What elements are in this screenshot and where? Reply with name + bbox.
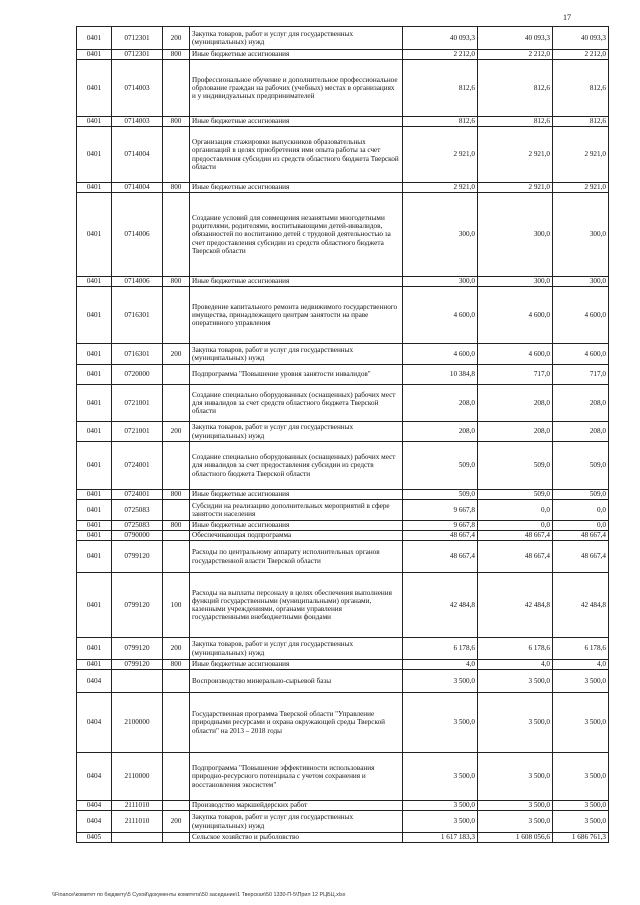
amount-year-1: 9 667,8 — [403, 500, 478, 521]
article-code: 0799120 — [112, 541, 163, 573]
amount-year-2: 0,0 — [478, 500, 553, 521]
table-row — [77, 117, 609, 127]
amount-year-2: 509,0 — [478, 442, 553, 490]
amount-year-2: 40 093,3 — [478, 27, 553, 50]
expense-name: Закупка товаров, работ и услуг для государственных (муниципальных) нужд — [190, 638, 403, 660]
expense-type-code: 800 — [163, 183, 190, 193]
expense-type-code: 200 — [163, 811, 190, 833]
expense-name: Иные бюджетные ассигнования — [190, 183, 403, 193]
amount-year-2: 48 667,4 — [478, 541, 553, 573]
amount-year-1: 6 178,6 — [403, 638, 478, 660]
expense-name: Иные бюджетные ассигнования — [190, 521, 403, 531]
amount-year-3: 3 500,0 — [553, 811, 609, 833]
article-code: 0714004 — [112, 183, 163, 193]
amount-year-1: 300,0 — [403, 193, 478, 277]
article-code: 0799120 — [112, 638, 163, 660]
table-row — [77, 385, 609, 422]
expense-name: Закупка товаров, работ и услуг для государственных (муниципальных) нужд — [190, 811, 403, 833]
amount-year-3: 4 600,0 — [553, 344, 609, 365]
section-code: 0401 — [77, 531, 112, 541]
article-code: 2111010 — [112, 811, 163, 833]
expense-type-code: 200 — [163, 422, 190, 442]
article-code: 0724001 — [112, 442, 163, 490]
expense-name: Подпрограмма "Повышение уровня занятости инвалидов" — [190, 365, 403, 385]
amount-year-2: 2 212,0 — [478, 50, 553, 60]
amount-year-1: 3 500,0 — [403, 693, 478, 753]
expense-name: Создание условий для совмещения незанятыми многодетными родителями, родителями, воспитывающими детей-инвалидов, обязанностей по воспитанию детей с трудовой деятельностью за счет предоставления субсидии из средств областного бюджета Тверской области — [190, 193, 403, 277]
expense-type-code — [163, 753, 190, 801]
expense-type-code — [163, 127, 190, 183]
amount-year-1: 509,0 — [403, 490, 478, 500]
expense-type-code — [163, 365, 190, 385]
expense-name: Проведение капитального ремонта недвижимого государственного имущества, принадлежащего центрам занятости на праве оперативного управления — [190, 287, 403, 344]
article-code: 0714006 — [112, 193, 163, 277]
expense-name: Закупка товаров, работ и услуг для государственных (муниципальных) нужд — [190, 422, 403, 442]
expense-type-code — [163, 833, 190, 843]
expense-name: Обеспечивающая подпрограмма — [190, 531, 403, 541]
table-row — [77, 521, 609, 531]
table-row — [77, 277, 609, 287]
amount-year-3: 1 686 761,3 — [553, 833, 609, 843]
table-row — [77, 422, 609, 442]
amount-year-1: 2 212,0 — [403, 50, 478, 60]
amount-year-3: 2 212,0 — [553, 50, 609, 60]
amount-year-2: 0,0 — [478, 521, 553, 531]
section-code: 0401 — [77, 365, 112, 385]
table-row — [77, 344, 609, 365]
expense-type-code — [163, 500, 190, 521]
amount-year-2: 3 500,0 — [478, 693, 553, 753]
article-code: 0799120 — [112, 660, 163, 670]
expense-type-code: 200 — [163, 344, 190, 365]
file-path-footer: \\Finance\комитет по бюджету\5 Сухой\документы комитета\50 заседание\1 Тверская\50 1330-П-5\Прил 12 РЦБЦ.xlsx — [52, 892, 346, 898]
table-row — [77, 490, 609, 500]
expense-type-code: 100 — [163, 573, 190, 638]
amount-year-1: 208,0 — [403, 385, 478, 422]
amount-year-1: 509,0 — [403, 442, 478, 490]
amount-year-2: 2 921,0 — [478, 127, 553, 183]
section-code: 0401 — [77, 60, 112, 117]
table-row — [77, 833, 609, 843]
article-code: 0714006 — [112, 277, 163, 287]
expense-name: Субсидии на реализацию дополнительных мероприятий в сфере занятости населения — [190, 500, 403, 521]
expense-type-code — [163, 801, 190, 811]
amount-year-2: 3 500,0 — [478, 801, 553, 811]
amount-year-1: 42 484,8 — [403, 573, 478, 638]
article-code: 0799120 — [112, 573, 163, 638]
article-code: 0725083 — [112, 500, 163, 521]
amount-year-3: 4,0 — [553, 660, 609, 670]
amount-year-1: 300,0 — [403, 277, 478, 287]
amount-year-1: 812,6 — [403, 117, 478, 127]
article-code: 0714003 — [112, 60, 163, 117]
article-code — [112, 833, 163, 843]
amount-year-1: 4,0 — [403, 660, 478, 670]
expense-name: Иные бюджетные ассигнования — [190, 277, 403, 287]
expense-name: Подпрограмма "Повышение эффективности использования природно-ресурсного потенциала с учетом сохранения и восстановления экосистем" — [190, 753, 403, 801]
amount-year-3: 4 600,0 — [553, 287, 609, 344]
amount-year-2: 300,0 — [478, 193, 553, 277]
article-code: 0724001 — [112, 490, 163, 500]
table-row — [77, 365, 609, 385]
table-row — [77, 541, 609, 573]
expense-name: Расходы на выплаты персоналу в целях обеспечения выполнения функций государственными (муниципальными) органами, казенными учреждениями, органами управления государственными внебюджетными фондами — [190, 573, 403, 638]
table-row — [77, 50, 609, 60]
expense-name: Производство маркшейдерских работ — [190, 801, 403, 811]
amount-year-2: 6 178,6 — [478, 638, 553, 660]
amount-year-2: 208,0 — [478, 385, 553, 422]
amount-year-3: 48 667,4 — [553, 531, 609, 541]
amount-year-3: 3 500,0 — [553, 693, 609, 753]
amount-year-2: 3 500,0 — [478, 670, 553, 693]
amount-year-2: 4,0 — [478, 660, 553, 670]
section-code: 0401 — [77, 344, 112, 365]
section-code: 0401 — [77, 573, 112, 638]
amount-year-3: 509,0 — [553, 442, 609, 490]
expense-name: Организация стажировки выпускников образовательных организаций в целях приобретения ими опыта работы за счет предоставления субсидии из средств областного бюджета Тверской области — [190, 127, 403, 183]
amount-year-1: 3 500,0 — [403, 670, 478, 693]
table-row — [77, 801, 609, 811]
article-code: 0716301 — [112, 344, 163, 365]
expense-name: Государственная программа Тверской области "Управление природными ресурсами и охрана окружающей среды Тверской области" на 2013 – 2018 годы — [190, 693, 403, 753]
table-row — [77, 531, 609, 541]
section-code: 0401 — [77, 117, 112, 127]
section-code: 0401 — [77, 541, 112, 573]
amount-year-2: 3 500,0 — [478, 753, 553, 801]
section-code: 0401 — [77, 287, 112, 344]
article-code: 0720000 — [112, 365, 163, 385]
expense-name: Сельское хозяйство и рыболовство — [190, 833, 403, 843]
amount-year-1: 1 617 183,3 — [403, 833, 478, 843]
amount-year-3: 300,0 — [553, 193, 609, 277]
article-code: 0714004 — [112, 127, 163, 183]
section-code: 0401 — [77, 127, 112, 183]
table-row — [77, 500, 609, 521]
expense-name: Создание специально оборудованных (оснащенных) рабочих мест для инвалидов за счет средств областного бюджета Тверской области — [190, 385, 403, 422]
article-code — [112, 670, 163, 693]
amount-year-2: 1 608 056,6 — [478, 833, 553, 843]
expense-type-code — [163, 193, 190, 277]
amount-year-3: 208,0 — [553, 385, 609, 422]
amount-year-2: 717,0 — [478, 365, 553, 385]
section-code: 0405 — [77, 833, 112, 843]
amount-year-1: 10 384,8 — [403, 365, 478, 385]
amount-year-3: 300,0 — [553, 277, 609, 287]
amount-year-2: 42 484,8 — [478, 573, 553, 638]
amount-year-3: 2 921,0 — [553, 183, 609, 193]
table-row — [77, 287, 609, 344]
section-code: 0401 — [77, 521, 112, 531]
section-code: 0401 — [77, 385, 112, 422]
amount-year-1: 2 921,0 — [403, 127, 478, 183]
expense-type-code — [163, 670, 190, 693]
expense-name: Расходы по центральному аппарату исполнительных органов государственной власти Тверской области — [190, 541, 403, 573]
expense-name: Иные бюджетные ассигнования — [190, 50, 403, 60]
section-code: 0401 — [77, 422, 112, 442]
amount-year-2: 812,6 — [478, 60, 553, 117]
expense-type-code: 800 — [163, 521, 190, 531]
amount-year-1: 2 921,0 — [403, 183, 478, 193]
section-code: 0401 — [77, 50, 112, 60]
table-row — [77, 27, 609, 50]
amount-year-1: 48 667,4 — [403, 531, 478, 541]
table-row — [77, 193, 609, 277]
amount-year-3: 48 667,4 — [553, 541, 609, 573]
amount-year-2: 4 600,0 — [478, 344, 553, 365]
expense-type-code — [163, 385, 190, 422]
section-code: 0401 — [77, 27, 112, 50]
section-code: 0404 — [77, 801, 112, 811]
table-row — [77, 811, 609, 833]
section-code: 0401 — [77, 193, 112, 277]
expense-type-code: 200 — [163, 27, 190, 50]
expense-type-code — [163, 531, 190, 541]
amount-year-2: 2 921,0 — [478, 183, 553, 193]
section-code: 0404 — [77, 811, 112, 833]
amount-year-3: 2 921,0 — [553, 127, 609, 183]
article-code: 0721001 — [112, 385, 163, 422]
amount-year-1: 40 093,3 — [403, 27, 478, 50]
section-code: 0401 — [77, 277, 112, 287]
article-code: 0716301 — [112, 287, 163, 344]
amount-year-3: 0,0 — [553, 500, 609, 521]
article-code: 0721001 — [112, 422, 163, 442]
table-row — [77, 638, 609, 660]
expense-type-code — [163, 287, 190, 344]
section-code: 0401 — [77, 638, 112, 660]
amount-year-2: 812,6 — [478, 117, 553, 127]
amount-year-3: 208,0 — [553, 422, 609, 442]
amount-year-3: 42 484,8 — [553, 573, 609, 638]
section-code: 0404 — [77, 670, 112, 693]
table-row — [77, 60, 609, 117]
expense-type-code — [163, 442, 190, 490]
expense-name: Закупка товаров, работ и услуг для государственных (муниципальных) нужд — [190, 344, 403, 365]
amount-year-2: 48 667,4 — [478, 531, 553, 541]
amount-year-3: 717,0 — [553, 365, 609, 385]
amount-year-3: 3 500,0 — [553, 670, 609, 693]
amount-year-2: 4 600,0 — [478, 287, 553, 344]
expense-type-code: 800 — [163, 117, 190, 127]
expense-type-code: 800 — [163, 50, 190, 60]
amount-year-1: 9 667,8 — [403, 521, 478, 531]
article-code: 0714003 — [112, 117, 163, 127]
article-code: 0712301 — [112, 50, 163, 60]
amount-year-2: 509,0 — [478, 490, 553, 500]
amount-year-2: 300,0 — [478, 277, 553, 287]
section-code: 0404 — [77, 753, 112, 801]
section-code: 0404 — [77, 693, 112, 753]
table-row — [77, 183, 609, 193]
amount-year-1: 812,6 — [403, 60, 478, 117]
expense-name: Профессиональное обучение и дополнительное профессиональное обрлование граждан на рабочих (учебных) местах в организациях и у индивидуальных предпринимателей — [190, 60, 403, 117]
article-code: 2100000 — [112, 693, 163, 753]
amount-year-3: 6 178,6 — [553, 638, 609, 660]
amount-year-2: 208,0 — [478, 422, 553, 442]
table-row — [77, 693, 609, 753]
expense-type-code — [163, 693, 190, 753]
section-code: 0401 — [77, 660, 112, 670]
amount-year-1: 3 500,0 — [403, 753, 478, 801]
expense-type-code: 800 — [163, 277, 190, 287]
table-row — [77, 442, 609, 490]
table-row — [77, 670, 609, 693]
expense-name: Иные бюджетные ассигнования — [190, 660, 403, 670]
table-row — [77, 573, 609, 638]
amount-year-3: 812,6 — [553, 60, 609, 117]
amount-year-1: 3 500,0 — [403, 811, 478, 833]
expense-type-code — [163, 541, 190, 573]
table-row — [77, 660, 609, 670]
expense-name: Закупка товаров, работ и услуг для государственных (муниципальных) нужд — [190, 27, 403, 50]
expense-name: Создание специально оборудованных (оснащенных) рабочих мест для инвалидов за счет предоставления субсидии из средств областного бюджета Тверской области — [190, 442, 403, 490]
amount-year-3: 40 093,3 — [553, 27, 609, 50]
budget-table — [76, 26, 609, 843]
amount-year-1: 4 600,0 — [403, 287, 478, 344]
amount-year-3: 509,0 — [553, 490, 609, 500]
expense-type-code — [163, 60, 190, 117]
section-code: 0401 — [77, 500, 112, 521]
expense-name: Иные бюджетные ассигнования — [190, 490, 403, 500]
amount-year-1: 3 500,0 — [403, 801, 478, 811]
article-code: 2111010 — [112, 801, 163, 811]
expense-name: Иные бюджетные ассигнования — [190, 117, 403, 127]
table-row — [77, 753, 609, 801]
article-code: 0725083 — [112, 521, 163, 531]
amount-year-2: 3 500,0 — [478, 811, 553, 833]
expense-type-code: 200 — [163, 638, 190, 660]
expense-type-code: 800 — [163, 660, 190, 670]
expense-type-code: 800 — [163, 490, 190, 500]
amount-year-3: 3 500,0 — [553, 753, 609, 801]
amount-year-3: 0,0 — [553, 521, 609, 531]
expense-name: Воспроизводство минерально-сырьевой базы — [190, 670, 403, 693]
article-code: 0712301 — [112, 27, 163, 50]
amount-year-1: 208,0 — [403, 422, 478, 442]
article-code: 0790000 — [112, 531, 163, 541]
article-code: 2110000 — [112, 753, 163, 801]
amount-year-1: 4 600,0 — [403, 344, 478, 365]
section-code: 0401 — [77, 442, 112, 490]
table-row — [77, 127, 609, 183]
amount-year-1: 48 667,4 — [403, 541, 478, 573]
section-code: 0401 — [77, 490, 112, 500]
page-number: 17 — [563, 13, 571, 22]
amount-year-3: 812,6 — [553, 117, 609, 127]
section-code: 0401 — [77, 183, 112, 193]
amount-year-3: 3 500,0 — [553, 801, 609, 811]
